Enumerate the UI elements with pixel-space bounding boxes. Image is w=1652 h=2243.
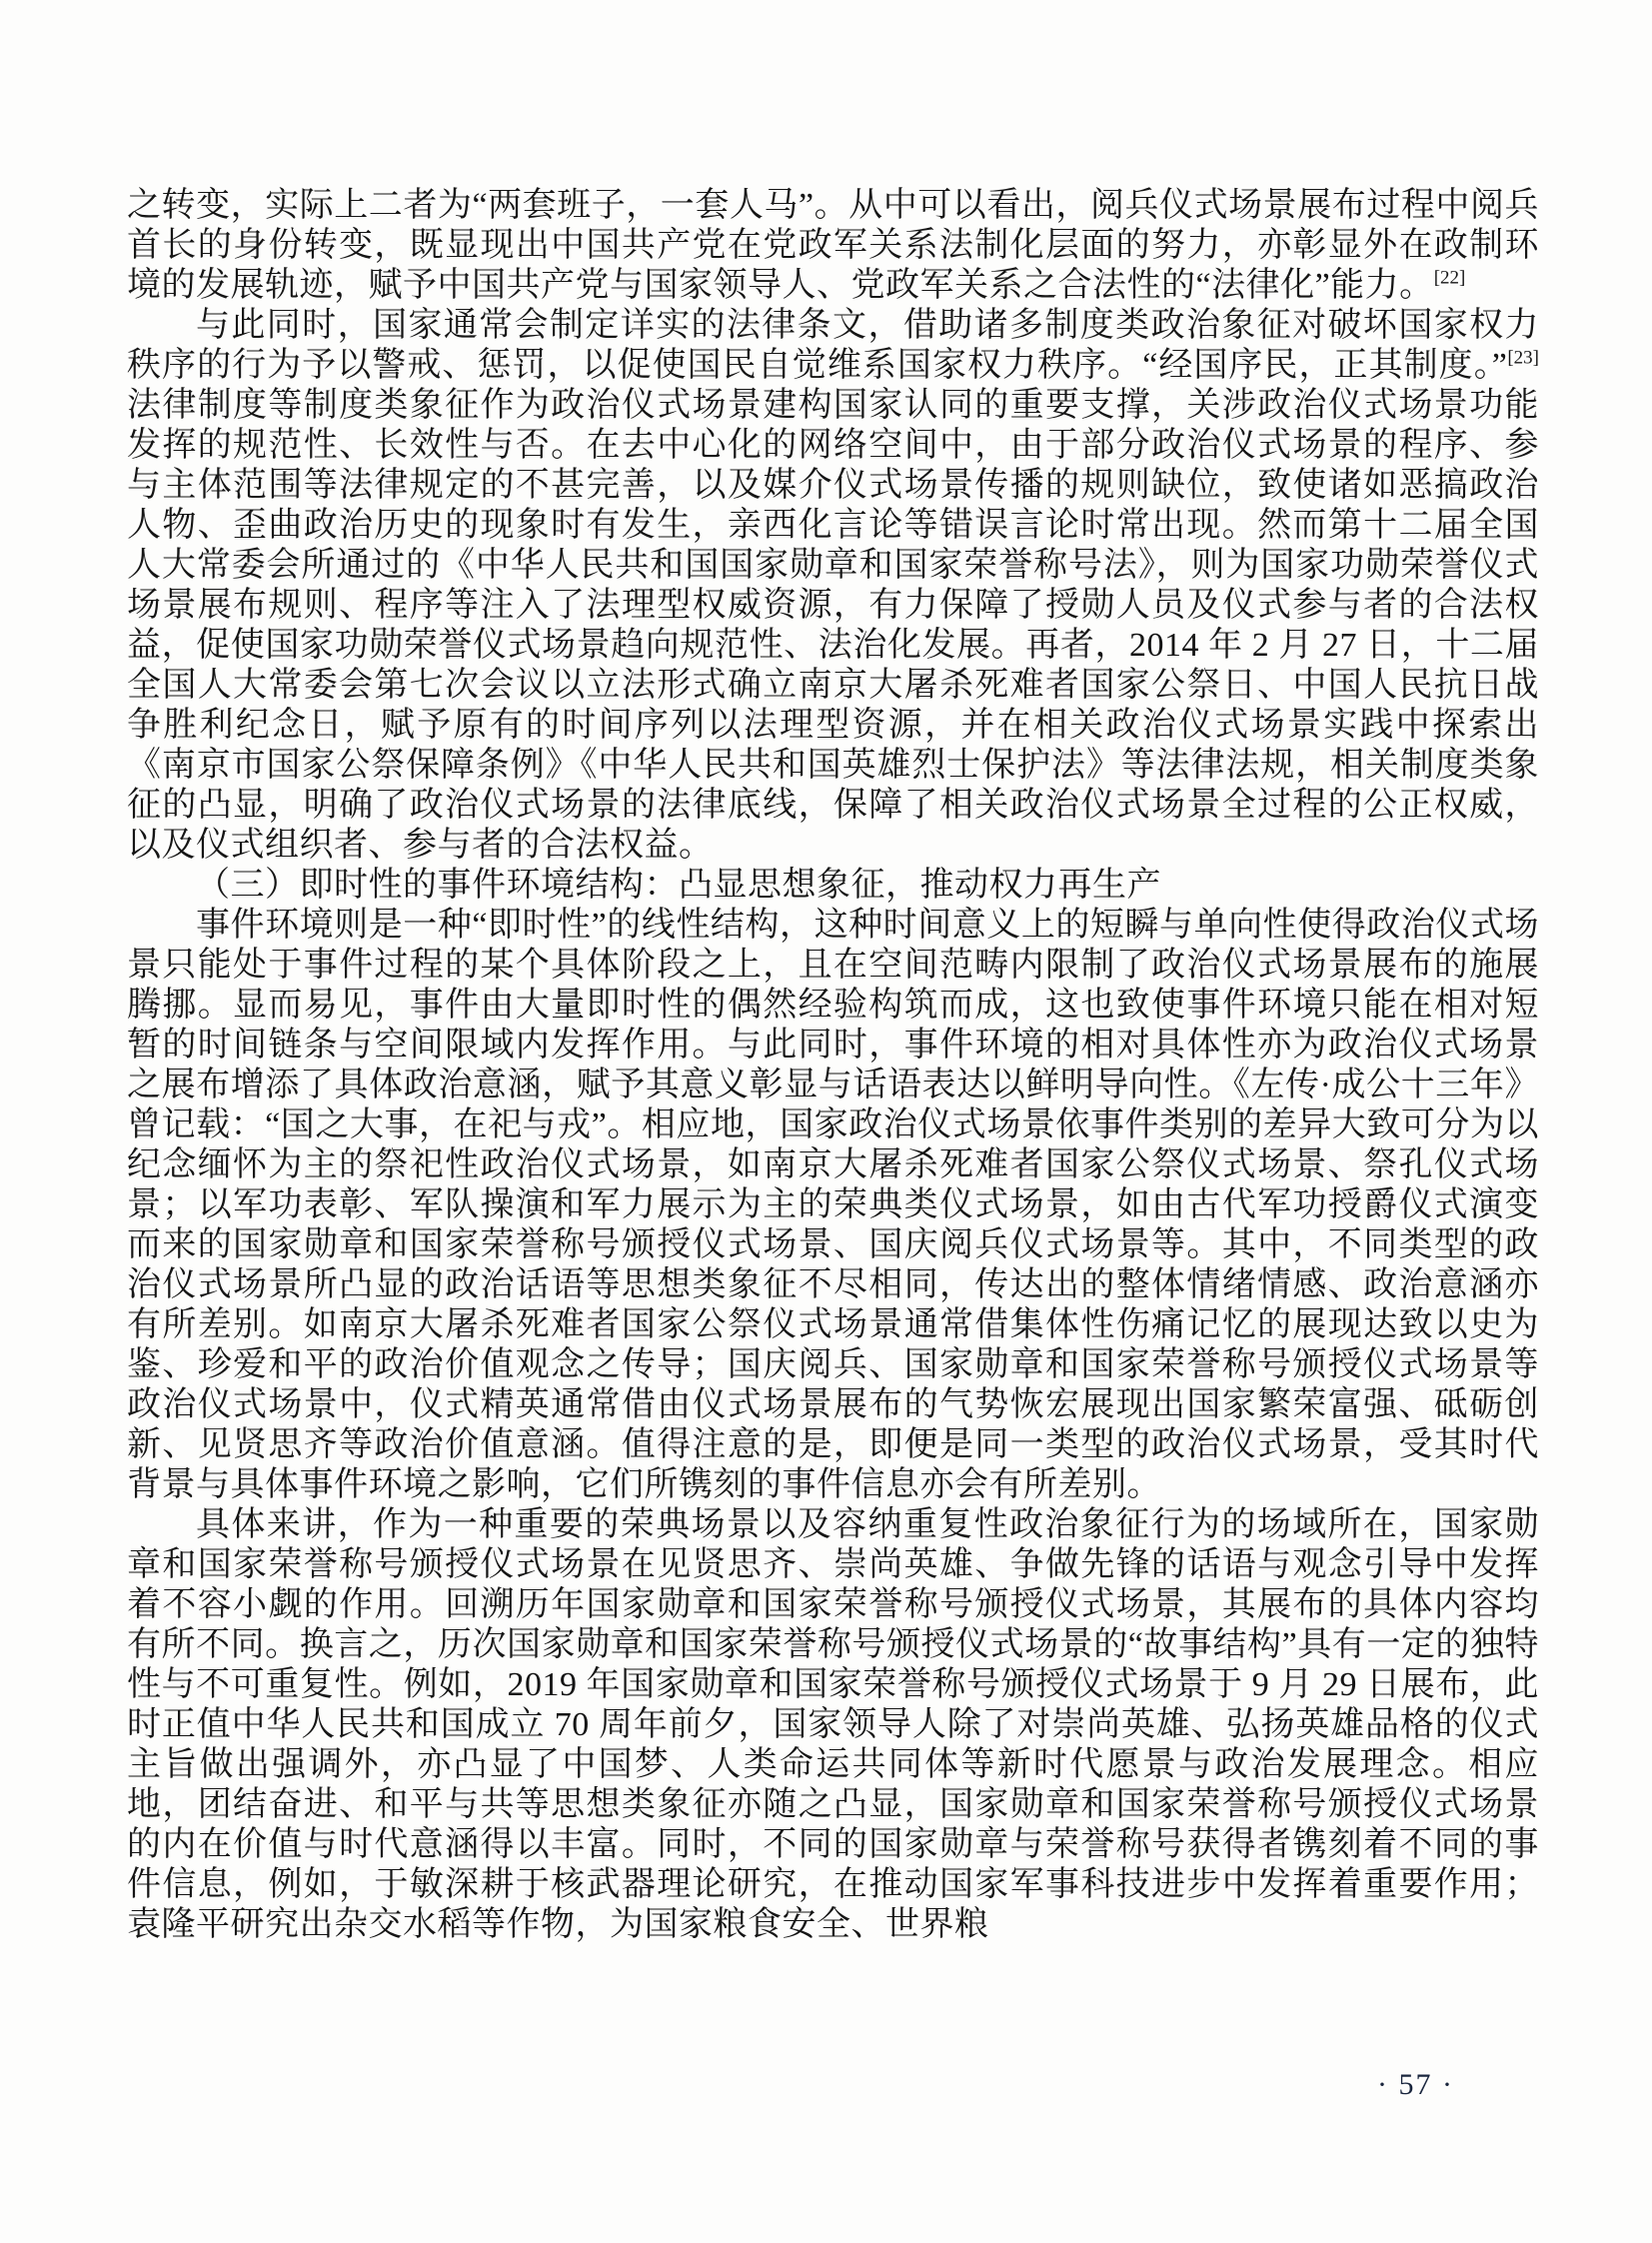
paragraph-text: 法律制度等制度类象征作为政治仪式场景建构国家认同的重要支撑，关涉政治仪式场景功能发挥的规范性、长效性与否。在去中心化的网络空间中，由于部分政治仪式场景的程序、参与主体范围等法律规定的不甚完善，以及媒介仪式场景传播的规则缺位，致使诸如恶搞政治人物、歪曲政治历史的现象时有发生，亲西化言论等错误言论时常出现。然而第十二届全国人大常委会所通过的《中华人民共和国国家勋章和国家荣誉称号法》，则为国家功勋荣誉仪式场景展布规则、程序等注入了法理型权威资源，有力保障了授勋人员及仪式参与者的合法权益，促使国家功勋荣誉仪式场景趋向规范性、法治化发展。再者，2014 年 2 月 27 日，十二届全国人大常委会第七次会议以立法形式确立南京大屠杀死难者国家公祭日、中国人民抗日战争胜利纪念日，赋予原有的时间序列以法理型资源，并在相关政治仪式场景实践中探索出《南京市国家公祭保障条例》《中华人民共和国英雄烈士保护法》等法律法规，相关制度类象征的凸显，明确了政治仪式场景的法律底线，保障了相关政治仪式场景全过程的公正权威，以及仪式组织者、参与者的合法权益。 <box>127 387 1539 864</box>
section-heading-three: （三）即时性的事件环境结构：凸显思想象征，推动权力再生产 <box>196 867 1161 904</box>
paragraph-specifics: 具体来讲，作为一种重要的荣典场景以及容纳重复性政治象征行为的场域所在，国家勋章和国家荣誉称号颁授仪式场景在见贤思齐、崇尚英雄、争做先锋的话语与观念引导中发挥着不容小觑的作用。回溯历年国家勋章和国家荣誉称号颁授仪式场景，其展布的具体内容均有所不同。换言之，历次国家勋章和国家荣誉称号颁授仪式场景的“故事结构”具有一定的独特性与不可重复性。例如，2019 年国家勋章和国家荣誉称号颁授仪式场景于 9 月 29 日展布，此时正值中华人民共和国成立 70 周年前夕，国家领导人除了对崇尚英雄、弘扬英雄品格的仪式主旨做出强调外，亦凸显了中国梦、人类命运共同体等新时代愿景与政治发展理念。相应地，团结奋进、和平与共等思想类象征亦随之凸显，国家勋章和国家荣誉称号颁授仪式场景的内在价值与时代意涵得以丰富。同时，不同的国家勋章与荣誉称号获得者镌刻着不同的事件信息，例如，于敏深耕于核武器理论研究，在推动国家军事科技进步中发挥着重要作用；袁隆平研究出杂交水稻等作物，为国家粮食安全、世界粮 <box>127 1506 1539 1943</box>
article-body <box>127 186 1539 1945</box>
paragraph-event-environment: 事件环境则是一种“即时性”的线性结构，这种时间意义上的短瞬与单向性使得政治仪式场景只能处于事件过程的某个具体阶段之上，且在空间范畴内限制了政治仪式场景展布的施展腾挪。显而易见，事件由大量即时性的偶然经验构筑而成，这也致使事件环境只能在相对短暂的时间链条与空间限域内发挥作用。与此同时，事件环境的相对具体性亦为政治仪式场景之展布增添了具体政治意涵，赋予其意义彰显与话语表达以鲜明导向性。《左传·成公十三年》曾记载：“国之大事，在祀与戎”。相应地，国家政治仪式场景依事件类别的差异大致可分为以纪念缅怀为主的祭祀性政治仪式场景，如南京大屠杀死难者国家公祭仪式场景、祭孔仪式场景；以军功表彰、军队操演和军力展示为主的荣典类仪式场景，如由古代军功授爵仪式演变而来的国家勋章和国家荣誉称号颁授仪式场景、国庆阅兵仪式场景等。其中，不同类型的政治仪式场景所凸显的政治话语等思想类象征不尽相同，传达出的整体情绪情感、政治意涵亦有所差别。如南京大屠杀死难者国家公祭仪式场景通常借集体性伤痛记忆的展现达致以史为鉴、珍爱和平的政治价值观念之传导；国庆阅兵、国家勋章和国家荣誉称号颁授仪式场景等政治仪式场景中，仪式精英通常借由仪式场景展布的气势恢宏展现出国家繁荣富强、砥砺创新、见贤思齐等政治价值意涵。值得注意的是，即便是同一类型的政治仪式场景，受其时代背景与具体事件环境之影响，它们所镌刻的事件信息亦会有所差别。 <box>127 907 1539 1503</box>
page-number: · 57 · <box>1377 2068 1454 2101</box>
footnote-ref-23: [23] <box>1507 347 1539 369</box>
paragraph-text: 之转变，实际上二者为“两套班子，一套人马”。从中可以看出，阅兵仪式场景展布过程中阅兵首长的身份转变，既显现出中国共产党在党政军关系法制化层面的努力，亦彰显外在政制环境的发展轨迹，赋予中国共产党与国家领导人、党政军关系之合法性的“法律化”能力。 <box>127 187 1539 304</box>
footnote-ref-22: [22] <box>1433 267 1466 289</box>
paragraph-text: 与此同时，国家通常会制定详实的法律条文，借助诸多制度类政治象征对破坏国家权力秩序的行为予以警戒、惩罚，以促使国民自觉维系国家权力秩序。“经国序民，正其制度。” <box>127 307 1539 384</box>
paragraph-continuation <box>127 186 1539 306</box>
paragraph-legal-system <box>127 306 1539 866</box>
